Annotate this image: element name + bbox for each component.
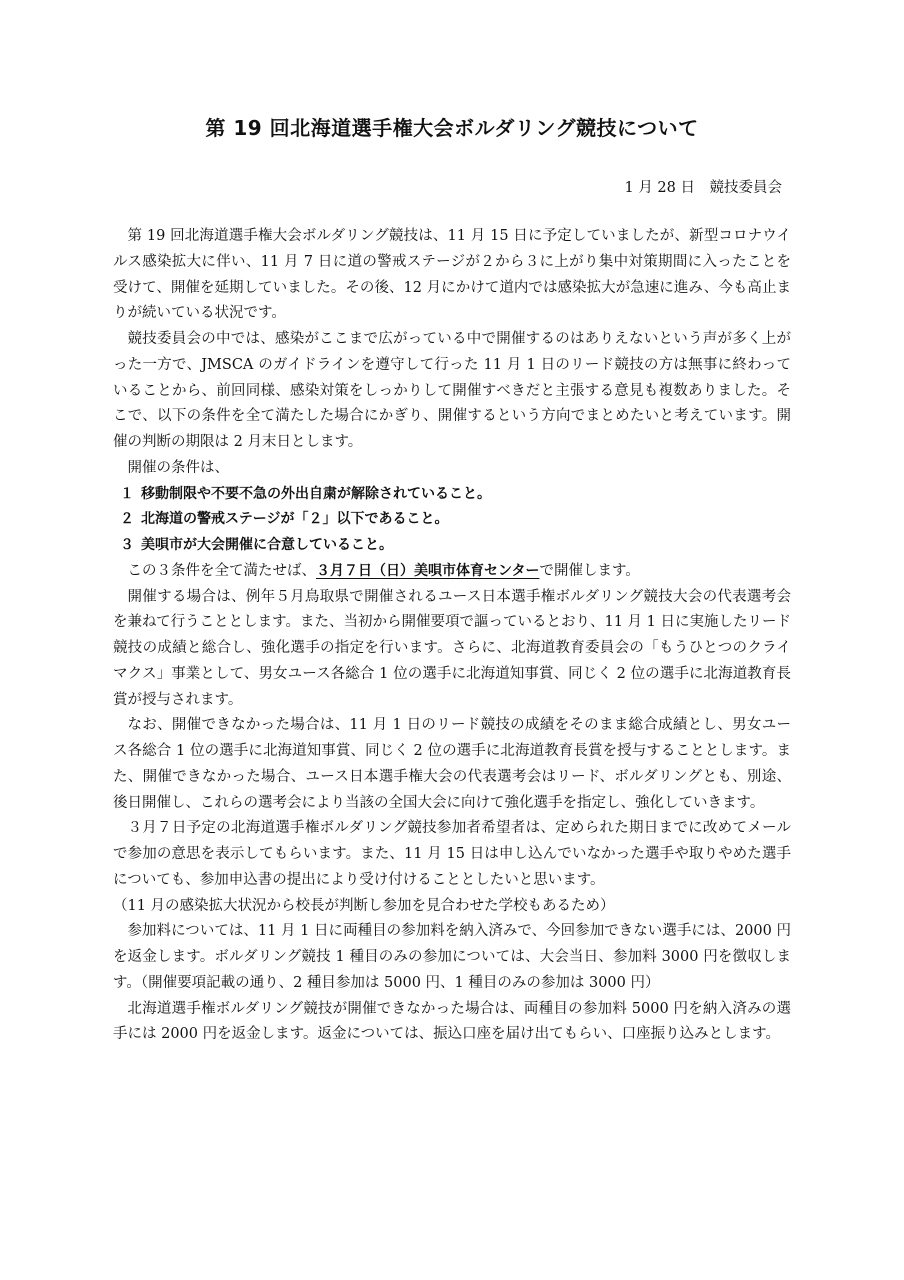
paragraph-postponement: 第 19 回北海道選手権大会ボルダリング競技は、11 月 15 日に予定していましたが、新型コロナウイルス感染拡大に伴い、11 月 7 日に道の警戒ステージが２から３に上がり集中対策期間に入ったことを受けて、開催を延期していました。その後、12 月にかけて道内では感染拡大が急速に進み、今も高止まりが続いている状況です。 <box>113 228 792 322</box>
condition-text: 北海道の警戒ステージが「２」以下であること。 <box>141 511 449 528</box>
document-body <box>113 224 791 1048</box>
paragraph-registration-note: （11 月の感染拡大状況から校長が判断し参加を見合わせた学校もあるため） <box>113 897 615 914</box>
event-date-suffix: で開催します。 <box>539 562 640 579</box>
paragraph-selection: 開催する場合は、例年５月鳥取県で開催されるユース日本選手権ボルダリング競技大会の代表選考会を兼ねて行うこととします。また、当初から開催要項で謳っているとおり、11 月 1 日に実施したリード競技の成績と総合し、強化選手の指定を行います。さらに、北海道教育委員会の「もうひとつのクライマクス」事業として、男女ユース各総合 1 位の選手に北海道知事賞、同じく 2 位の選手に北海道教育長賞が授与されます。 <box>113 588 791 708</box>
event-date-venue: ３月７日（日）美唄市体育センター <box>316 562 540 579</box>
paragraph-event-date <box>113 559 791 585</box>
paragraph-refund: 北海道選手権ボルダリング競技が開催できなかった場合は、両種目の参加料 5000 円を納入済みの選手には 2000 円を返金します。返金については、振込口座を届け出てもらい、口座振り込みとします。 <box>113 1000 791 1043</box>
condition-number: ２ <box>120 511 134 528</box>
event-date-prefix: この３条件を全て満たせば、 <box>127 562 316 579</box>
paragraph-fees: 参加料については、11 月 1 日に両種目の参加料を納入済みで、今回参加できない選手には、2000 円を返金します。ボルダリング競技 1 種目のみの参加については、大会当日、参加料 3000 円を徴収します。（開催要項記載の通り、2 種目参加は 5000 円、1 種目のみの参加は 3000 円） <box>113 923 791 991</box>
paragraph-registration: ３月７日予定の北海道選手権ボルダリング競技参加者希望者は、定められた期日までに改めてメールで参加の意思を表示してもらいます。また、11 月 15 日は申し込んでいなかった選手や取りやめた選手についても、参加申込書の提出により受け付けることとしたいと思います。 <box>113 820 791 888</box>
condition-item <box>113 482 791 508</box>
document-title: 第 19 回北海道選手権大会ボルダリング競技について <box>205 116 699 140</box>
condition-item <box>113 507 791 533</box>
condition-number: ３ <box>120 537 134 553</box>
dateline: 1 月 28 日 競技委員会 <box>624 180 782 196</box>
condition-number: １ <box>120 485 134 502</box>
paragraph-committee-discussion: 競技委員会の中では、感染がここまで広がっている中で開催するのはありえないという声が多く上がった一方で、JMSCA のガイドラインを遵守して行った 11 月 1 日のリード競技の方は無事に終わっていることから、前回同様、感染対策をしっかりして開催すべきだと主張する意見も複数ありました。そこで、以下の条件を全て満たした場合にかぎり、開催するという方向でまとめたいと考えています。開催の判断の期限は 2 月末日とします。 <box>113 331 791 450</box>
paragraph-conditions-intro: 開催の条件は、 <box>127 459 229 476</box>
condition-text: 美唄市が大会開催に合意していること。 <box>141 537 393 553</box>
condition-item <box>113 533 791 559</box>
paragraph-cancellation: なお、開催できなかった場合は、11 月 1 日のリード競技の成績をそのまま総合成績とし、男女ユース各総合 1 位の選手に北海道知事賞、同じく 2 位の選手に北海道教育長賞を授与することとします。また、開催できなかった場合、ユース日本選手権大会の代表選考会はリード、ボルダリングとも、別途、後日開催し、これらの選考会により当該の全国大会に向けて強化選手を指定し、強化していきます。 <box>113 717 791 811</box>
condition-text: 移動制限や不要不急の外出自粛が解除されていること。 <box>141 485 491 502</box>
